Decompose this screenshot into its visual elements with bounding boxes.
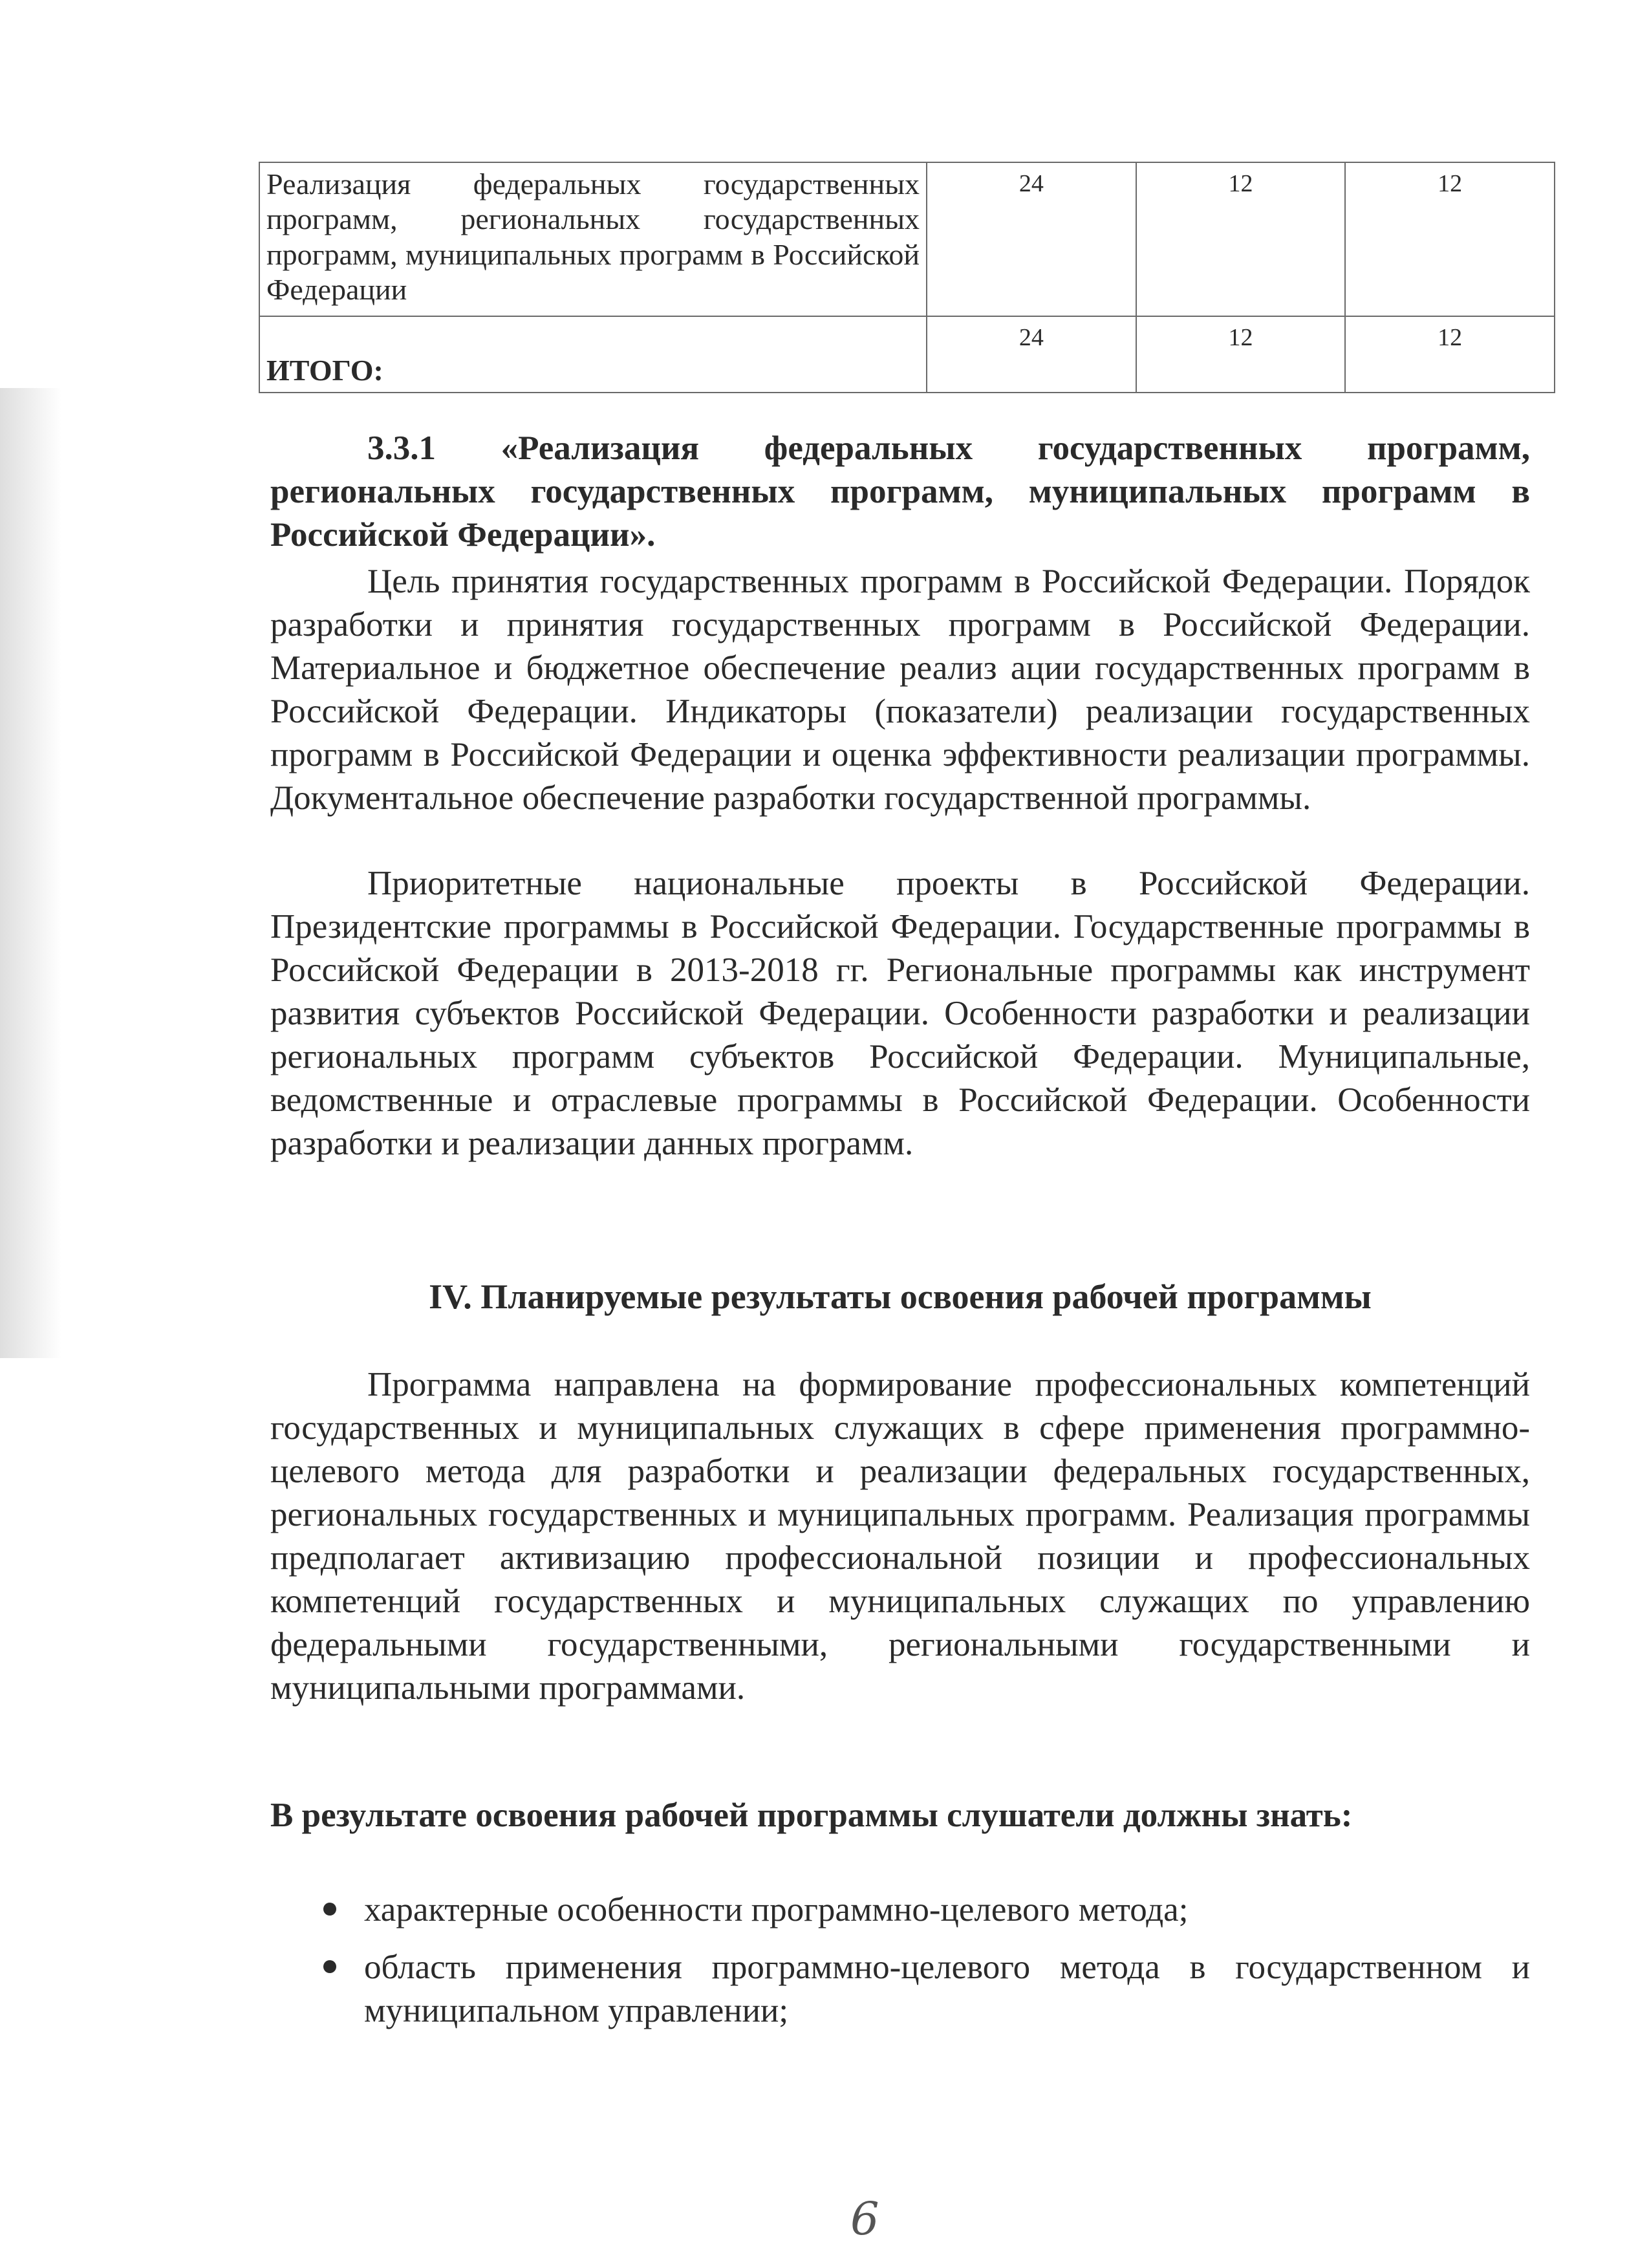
table-cell-total-hours: 24	[927, 316, 1136, 393]
section-3-3-1-paragraph-1: Цель принятия государственных программ в Российской Федерации. Порядок разработки и принятия государственных программ в Российской Федерации. Материальное и бюджетное обеспечение реализ ации государственных программ в Российской Федерации. Индикаторы (показатели) реализации государственных программ в Российской Федерации и оценка эффективности реализации программы. Документальное обеспечение разработки государственной программы.	[270, 563, 1530, 817]
section-3-3-1-paragraph-2: Приоритетные национальные проекты в Российской Федерации. Президентские программы в Российской Федерации. Государственные программы в Российской Федерации в 2013-2018 гг. Региональные программы как инструмент развития субъектов Российской Федерации. Особенности разработки и реализации региональных программ субъектов Российской Федерации. Муниципальные, ведомственные и отраслевые программы в Российской Федерации. Особенности разработки и реализации данных программ.	[270, 865, 1530, 1162]
table-cell-hours-a: 12	[1136, 316, 1346, 393]
table-cell-topic: Реализация федеральных государственных программ, региональных государственных программ, муниципальных программ в Российской Федерации	[259, 162, 927, 316]
list-item-text: характерные особенности программно-целевого метода;	[364, 1891, 1189, 1928]
table-cell-hours-b: 12	[1345, 162, 1555, 316]
table-row	[259, 162, 1555, 316]
page-number: 6	[850, 2192, 879, 2245]
table-cell-hours-b: 12	[1345, 316, 1555, 393]
section-4-heading: IV. Планируемые результаты освоения рабочей программы	[429, 1277, 1372, 1316]
table-cell-total-label: ИТОГО:	[259, 316, 927, 393]
knowledge-heading: В результате освоения рабочей программы слушатели должны знать:	[270, 1797, 1353, 1834]
hours-table	[259, 162, 1555, 393]
section-4-paragraph: Программа направлена на формирование профессиональных компетенций государственных и муниципальных служащих в сфере применения программно-целевого метода для разработки и реализации федеральных государственных, региональных государственных и муниципальных программ. Реализация программы предполагает активизацию профессиональной позиции и профессиональных компетенций государственных и муниципальных служащих по управлению федеральными государственными, региональными государственными и муниципальными программами.	[270, 1366, 1530, 1707]
list-item-text: область применения программно-целевого метода в государственном и муниципальном управлении;	[364, 1949, 1530, 2029]
section-3-3-1-title: 3.3.1 «Реализация федеральных государственных программ, региональных государственных программ, муниципальных программ в Российской Федерации».	[270, 429, 1530, 554]
list-item	[270, 1946, 1530, 2033]
table-row-total	[259, 316, 1555, 393]
knowledge-list	[270, 1888, 1530, 2047]
bullet-icon	[323, 1903, 336, 1916]
table-cell-hours-a: 12	[1136, 162, 1346, 316]
list-item	[270, 1888, 1530, 1932]
table-cell-total-hours: 24	[927, 162, 1136, 316]
bullet-icon	[323, 1960, 336, 1973]
